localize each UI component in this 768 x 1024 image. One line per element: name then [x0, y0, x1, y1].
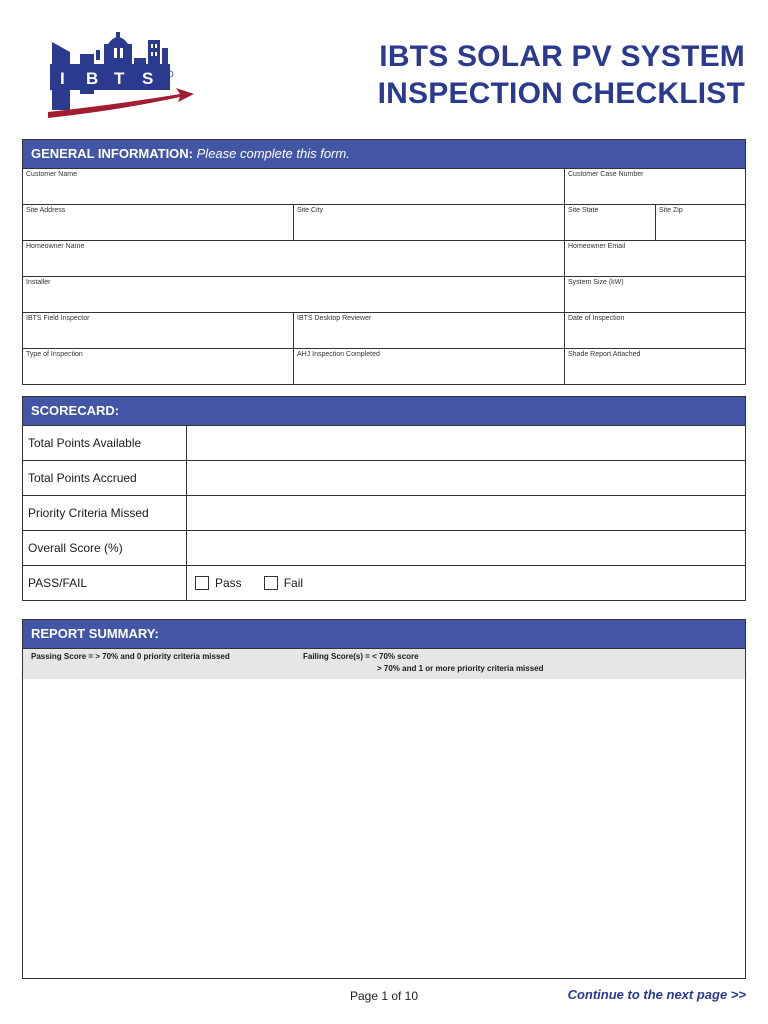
report-summary-header: REPORT SUMMARY:: [23, 620, 745, 649]
field-label: IBTS Desktop Reviewer: [297, 315, 372, 322]
logo-letter: S: [142, 69, 154, 88]
desktop-reviewer-field[interactable]: [294, 313, 565, 348]
form-row: [23, 169, 745, 205]
failing-score-text: Failing Score(s) = < 70% score: [303, 652, 419, 661]
logo-letter: T: [114, 69, 125, 88]
scorecard-row: [23, 531, 745, 566]
form-row: [23, 313, 745, 349]
field-label: Homeowner Email: [568, 243, 626, 250]
field-inspector-field[interactable]: [23, 313, 294, 348]
overall-score-input[interactable]: [187, 531, 745, 565]
installer-field[interactable]: [23, 277, 565, 312]
general-information-section: [22, 139, 746, 385]
title-line-2: INSPECTION CHECKLIST: [377, 77, 745, 110]
section-heading: GENERAL INFORMATION:: [31, 146, 194, 161]
title-line-1: IBTS SOLAR PV SYSTEM: [379, 40, 745, 73]
section-subheading: Please complete this form.: [196, 146, 350, 161]
fail-checkbox[interactable]: [264, 576, 278, 590]
score-criteria-bar: [23, 649, 745, 679]
logo-letter: I: [60, 69, 65, 88]
continue-link[interactable]: Continue to the next page >>: [567, 987, 746, 1002]
field-label: Site City: [297, 207, 324, 214]
field-label: Shade Report Attached: [568, 351, 641, 358]
shade-report-field[interactable]: [565, 349, 745, 384]
scorecard-row: [23, 426, 745, 461]
field-label: Date of Inspection: [568, 315, 625, 322]
fail-label: Fail: [283, 576, 304, 590]
scorecard-row: [23, 461, 745, 496]
scorecard-label: Priority Criteria Missed: [23, 496, 187, 530]
general-information-header: [23, 140, 745, 169]
system-size-field[interactable]: [565, 277, 745, 312]
scorecard-label: Overall Score (%): [23, 531, 187, 565]
page-title: [378, 38, 745, 112]
logo-letter: B: [86, 69, 99, 88]
homeowner-email-field[interactable]: [565, 241, 745, 276]
ibts-logo: [30, 30, 194, 126]
field-label: Customer Name: [26, 171, 77, 178]
pass-label: Pass: [215, 576, 242, 590]
site-city-field[interactable]: [294, 205, 565, 240]
form-row: [23, 241, 745, 277]
report-summary-textarea[interactable]: [23, 679, 745, 979]
field-label: Site State: [568, 207, 599, 214]
scorecard-header: SCORECARD:: [23, 397, 745, 426]
site-state-field[interactable]: [565, 205, 656, 240]
total-points-available-input[interactable]: [187, 426, 745, 460]
field-label: Type of Inspection: [26, 351, 83, 358]
type-of-inspection-field[interactable]: [23, 349, 294, 384]
field-label: Site Address: [26, 207, 66, 214]
field-label: System Size (kW): [568, 279, 624, 286]
site-zip-field[interactable]: [656, 205, 745, 240]
scorecard-label: Total Points Accrued: [23, 461, 187, 495]
passing-score-text: Passing Score = > 70% and 0 priority criteria missed: [31, 652, 230, 661]
field-label: Homeowner Name: [26, 243, 85, 250]
site-address-field[interactable]: [23, 205, 294, 240]
customer-case-number-field[interactable]: [565, 169, 745, 204]
date-of-inspection-field[interactable]: [565, 313, 745, 348]
field-label: Customer Case Number: [568, 171, 644, 178]
priority-criteria-missed-input[interactable]: [187, 496, 745, 530]
page-number: Page 1 of 10: [349, 989, 419, 1003]
scorecard-row: [23, 496, 745, 531]
form-row: [23, 349, 745, 384]
customer-name-field[interactable]: [23, 169, 565, 204]
total-points-accrued-input[interactable]: [187, 461, 745, 495]
failing-score-text-2: > 70% and 1 or more priority criteria missed: [377, 664, 544, 673]
scorecard-row: [23, 566, 745, 600]
field-label: IBTS Field Inspector: [26, 315, 90, 322]
scorecard-label: PASS/FAIL: [23, 566, 187, 600]
report-summary-section: [22, 619, 746, 979]
form-row: [23, 205, 745, 241]
pass-fail-options: [187, 566, 745, 600]
field-label: Installer: [26, 279, 51, 286]
homeowner-name-field[interactable]: [23, 241, 565, 276]
form-row: [23, 277, 745, 313]
ahj-inspection-field[interactable]: [294, 349, 565, 384]
scorecard-section: [22, 396, 746, 601]
scorecard-label: Total Points Available: [23, 426, 187, 460]
field-label: AHJ Inspection Completed: [297, 351, 380, 358]
pass-checkbox[interactable]: [195, 576, 209, 590]
field-label: Site Zip: [659, 207, 683, 214]
